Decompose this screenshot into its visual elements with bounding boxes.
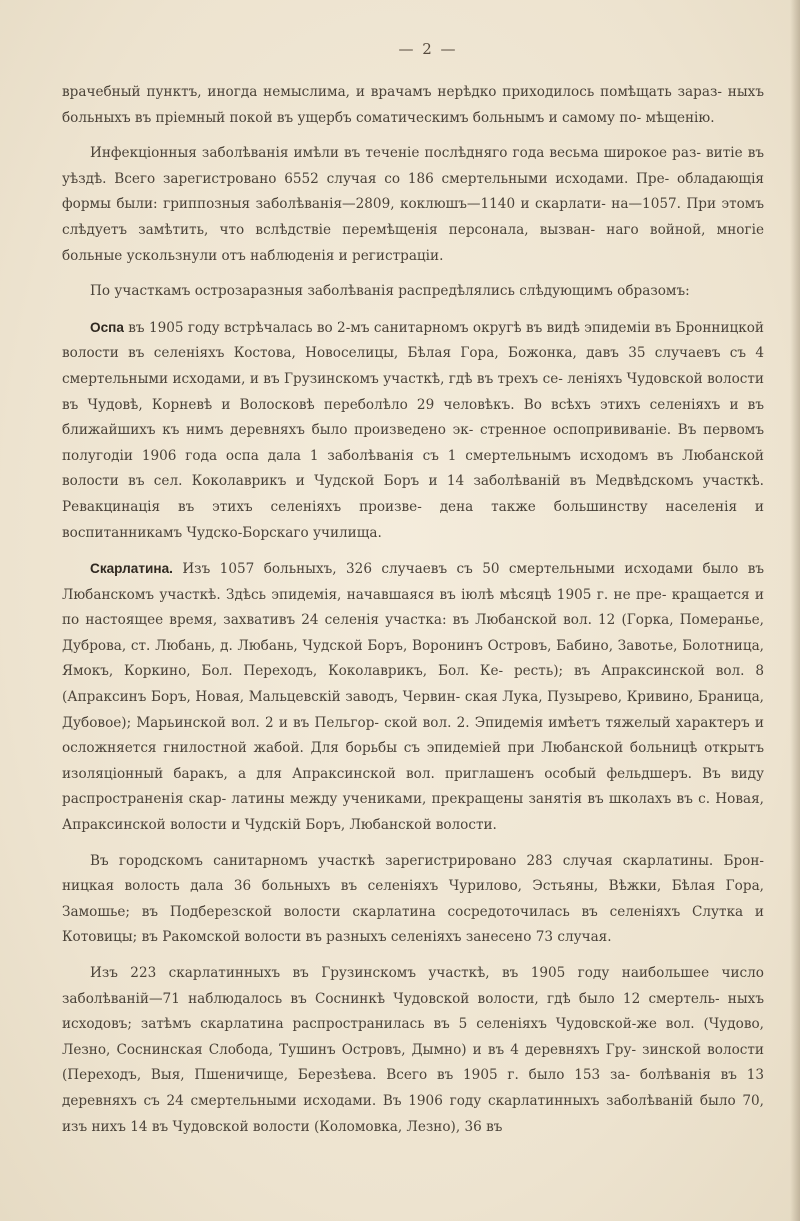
paragraph-text: Инфекціонныя заболѣванія имѣли въ теченіе послѣдняго года весьма широкое раз- витіе въ уѣздѣ. Всего зарегистровано 6552 случая со 186 смертельными исходами. Пре- обладающія формы были: гриппозныя заболѣванія—2809, коклюшъ—1140 и скарлати- на—1057. При этомъ слѣдуетъ замѣтить, что вслѣдствіе перемѣщенія персонала, вызван- наго войной, многіе больные ускользнули отъ наблюденія и регистраціи. — [62, 145, 764, 264]
paragraph-gruzino-district — [62, 961, 764, 1140]
paragraph-hospital-conditions — [62, 80, 764, 131]
section-heading-scarlet-fever: Скарлатина. — [90, 561, 173, 577]
section-heading-smallpox: Оспа — [90, 319, 124, 335]
paragraph-text: въ 1905 году встрѣчалась во 2-мъ санитарномъ округѣ въ видѣ эпидеміи въ Бронницкой волости въ селеніяхъ Костова, Новоселицы, Бѣлая Гора, Божонка, давъ 35 случаевъ съ 4 смертельными исходами, и въ Грузинскомъ участкѣ, гдѣ въ трехъ се- леніяхъ Чудовской волости въ Чудовѣ, Корневѣ и Волосковѣ переболѣло 29 человѣкъ. Во всѣхъ этихъ селеніяхъ и въ ближайшихъ къ нимъ деревняхъ было произведено эк- стренное оспопрививаніе. Въ первомъ полугодіи 1906 года оспа дала 1 заболѣванія съ 1 смертельнымъ исходомъ въ Любанской волости въ сел. Коколаврикъ и Чудской Боръ и 14 заболѣваній въ Медвѣдскомъ участкѣ. Ревакцинація въ этихъ селеніяхъ произве- дена также большинству населенія и воспитанникамъ Чудско-Борскаго училища. — [62, 319, 764, 541]
paragraph-text: Изъ 1057 больныхъ, 326 случаевъ съ 50 смертельными исходами было въ Любанскомъ участкѣ. Здѣсь эпидемія, начавшаяся въ іюлѣ мѣсяцѣ 1905 г. не пре- кращается и по настоящее время, захвативъ 24 селенія участка: въ Любанской вол. 12 (Горка, Померанье, Дуброва, ст. Любань, д. Любань, Чудской Боръ, Воронинъ Островъ, Бабино, Завотье, Болотница, Ямокъ, Коркино, Бол. Переходъ, Коколаврикъ, Бол. Ке- ресть); въ Апраксинской вол. 8 (Апраксинъ Боръ, Новая, Мальцевскій заводъ, Червин- ская Лука, Пузырево, Кривино, Браница, Дубовое); Марьинской вол. 2 и въ Пельгор- ской вол. 2. Эпидемія имѣетъ тяжелый характеръ и осложняется гнилостной жабой. Для борьбы съ эпидеміей при Любанской больницѣ открытъ изоляціонный баракъ, а для Апраксинской вол. приглашенъ особый фельдшеръ. Въ виду распространенія скар- латины между учениками, прекращены занятія въ школахъ въ с. Новая, Апраксинской волости и Чудскій Боръ, Любанской волости. — [62, 561, 764, 834]
paragraph-infectious-summary — [62, 141, 764, 269]
paragraph-scarlet-fever — [62, 556, 764, 839]
page-edge-shadow — [790, 0, 800, 1221]
paragraph-text: Изъ 223 скарлатинныхъ въ Грузинскомъ участкѣ, въ 1905 году наибольшее число заболѣваній—71 наблюдалось въ Соснинкѣ Чудовской волости, гдѣ было 12 смертель- ныхъ исходовъ; затѣмъ скарлатина распространилась въ 5 селеніяхъ Чудовской-же вол. (Чудово, Лезно, Соснинская Слобода, Тушинъ Островъ, Дымно) и въ 4 деревняхъ Гру- зинской волости (Переходъ, Выя, Пшеничище, Березѣева. Всего въ 1905 г. было 153 за- болѣванія въ 13 деревняхъ съ 24 смертельными исходами. Въ 1906 году скарлатинныхъ заболѣваній было 70, изъ нихъ 14 въ Чудовской волости (Коломовка, Лезно), 36 въ — [62, 965, 764, 1135]
paragraph-text: Въ городскомъ санитарномъ участкѣ зарегистрировано 283 случая скарлатины. Брон- ницкая волость дала 36 больныхъ въ селеніяхъ Чурилово, Эстьяны, Вѣжки, Бѣлая Гора, Замошье; въ Подберезской волости скарлатина сосредоточилась въ селеніяхъ Слутка и Котовицы; въ Ракомской волости въ разныхъ селеніяхъ занесено 73 случая. — [62, 852, 764, 946]
paragraph-district-intro — [62, 279, 764, 305]
paragraph-text: врачебный пунктъ, иногда немыслима, и врачамъ нерѣдко приходилось помѣщать зараз- ныхъ больныхъ въ пріемный покой въ ущербъ соматическимъ больнымъ и самому по- мѣщенію. — [62, 84, 764, 126]
page-number: — 2 — — [398, 40, 458, 58]
paragraph-smallpox — [62, 315, 764, 546]
paragraph-city-district — [62, 849, 764, 951]
paragraph-text: По участкамъ острозаразныя заболѣванія распредѣлялись слѣдующимъ образомъ: — [90, 283, 690, 300]
